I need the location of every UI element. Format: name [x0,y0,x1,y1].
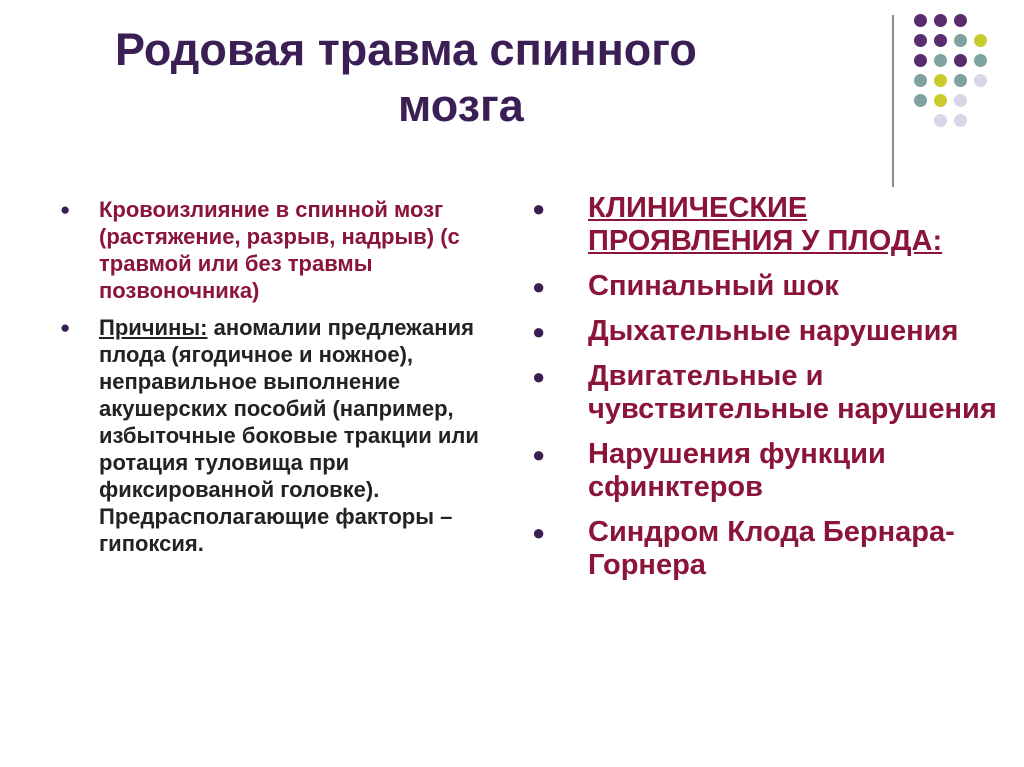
symptom-text: Спинальный шок [588,270,839,302]
decorative-dot [954,94,967,107]
decorative-dot-grid [0,0,1024,200]
bullet-icon: ● [532,520,546,545]
decorative-dot [934,34,947,47]
list-item [528,315,998,348]
symptom-text: Нарушения функции сфинктеров [588,438,886,503]
decorative-dot [934,114,947,127]
right-bullet-list [528,192,998,582]
decorative-dot [954,54,967,67]
bullet-icon: ● [532,442,546,467]
list-item [528,270,998,303]
hemorrhage-text: Кровоизлияние в спинной мозг (растяжение, разрыв, надрыв) (с травмой или без травмы позвоночника) [99,197,460,303]
decorative-dot [974,54,987,67]
decorative-dot [934,14,947,27]
decorative-dot [954,34,967,47]
decorative-dot [914,74,927,87]
decorative-dot [914,94,927,107]
symptom-text: Синдром Клода Бернара-Горнера [588,516,955,581]
decorative-dot [954,14,967,27]
list-item [528,360,998,426]
decorative-dot [974,34,987,47]
right-column [528,192,998,594]
list-item [528,516,998,582]
bullet-icon: ● [60,200,71,219]
decorative-dot [934,74,947,87]
left-bullet-list [58,196,508,557]
decorative-dot [954,114,967,127]
list-item [528,192,998,258]
decorative-dot [914,14,927,27]
symptom-text: Дыхательные нарушения [588,315,959,347]
causes-text: аномалии предлежания плода (ягодичное и ножное), неправильное выполнение акушерских пособий (например, избыточные боковые тракции или ротация туловища при фиксированной головке). Предрасполагающие факторы – гипоксия. [99,315,479,556]
decorative-dot [934,54,947,67]
causes-label: Причины: [99,315,208,340]
list-item [528,438,998,504]
bullet-icon: ● [532,274,546,299]
title-line-2: мозга [398,80,524,131]
decorative-dot [954,74,967,87]
decorative-dot [914,34,927,47]
list-item [58,196,508,304]
clinical-heading: КЛИНИЧЕСКИЕ ПРОЯВЛЕНИЯ У ПЛОДА: [588,192,943,257]
decorative-dot [914,54,927,67]
decorative-dot [974,74,987,87]
decorative-dot [934,94,947,107]
bullet-icon: ● [532,196,546,221]
list-item [58,314,508,557]
bullet-icon: ● [532,319,546,344]
left-column [58,196,508,567]
bullet-icon: ● [60,318,71,337]
symptom-text: Двигательные и чувствительные нарушения [588,360,997,425]
title-line-1: Родовая травма спинного [115,24,697,75]
bullet-icon: ● [532,364,546,389]
